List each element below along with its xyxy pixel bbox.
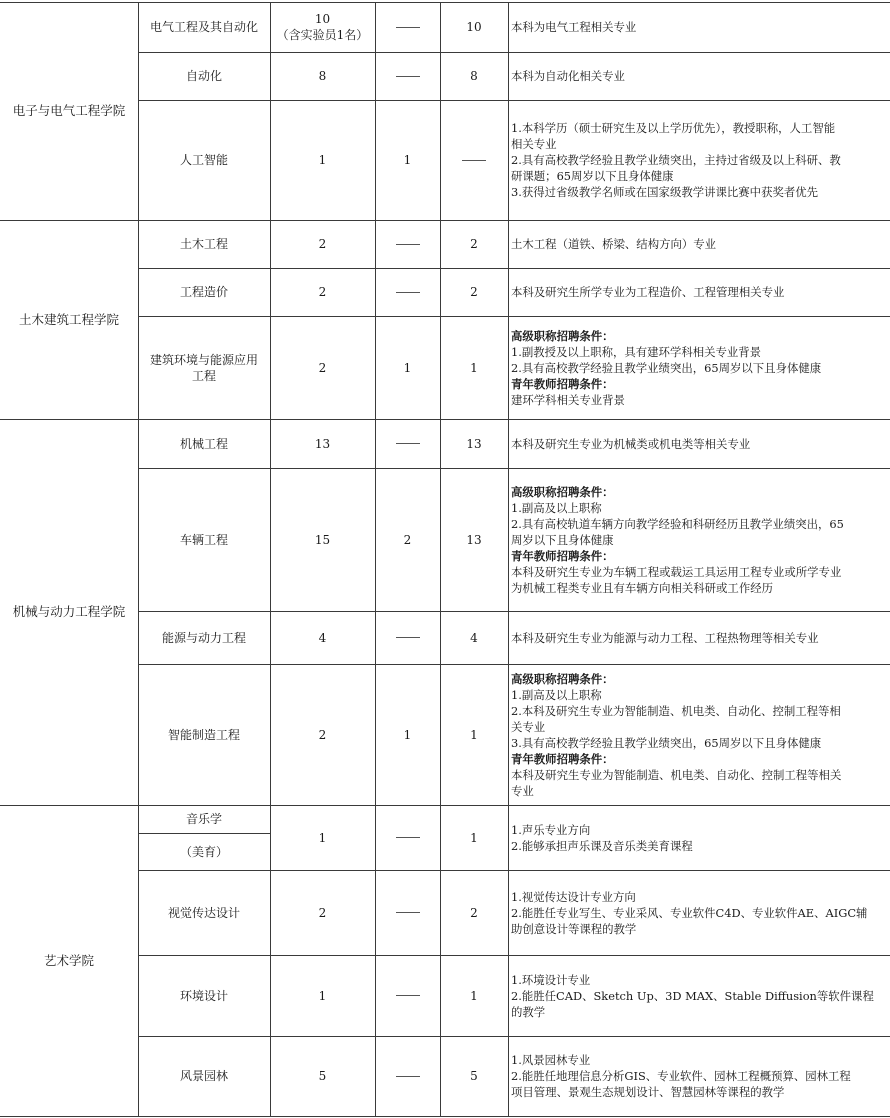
requirement-line: 关专业 <box>511 719 546 734</box>
requirement-line: 1.副高及以上职称 <box>511 500 602 515</box>
requirement-line: 2.具有高校轨道车辆方向教学经验和科研经历且教学业绩突出，65 <box>511 516 844 531</box>
total-count-cell <box>270 664 375 805</box>
total-count-cell <box>270 805 375 870</box>
requirements-cell <box>508 52 890 100</box>
major-name-note: （美育） <box>179 844 228 859</box>
senior-count: 1 <box>403 153 412 167</box>
total-count-cell <box>270 468 375 611</box>
requirement-line: 专业 <box>511 783 534 798</box>
requirement-line: 本科及研究生专业为智能制造、机电类、自动化、控制工程等相关 <box>511 767 842 782</box>
requirement-line: 研课题；65周岁以下且身体健康 <box>511 169 674 183</box>
total-count: 2 <box>318 285 327 299</box>
requirement-line: 1.本科学历（硕士研究生及以上学历优先），教授职称，人工智能 <box>511 121 836 135</box>
senior-count-cell <box>375 268 440 316</box>
total-count-cell <box>270 52 375 100</box>
youth-count: 13 <box>466 532 482 547</box>
senior-count-cell <box>375 611 440 664</box>
rule-line <box>138 2 139 1116</box>
rule-line <box>0 1116 890 1117</box>
rule-line <box>138 1036 890 1037</box>
empty-dash <box>396 912 420 913</box>
major-name: 车辆工程 <box>179 532 228 547</box>
total-count: 2 <box>318 905 327 920</box>
requirements-cell <box>508 316 890 419</box>
senior-count-cell <box>375 870 440 955</box>
major-name-cell <box>138 419 270 468</box>
youth-count: 2 <box>470 237 478 251</box>
total-count: 1 <box>318 988 327 1003</box>
requirements-cell <box>508 100 890 220</box>
college-name-cell <box>0 2 138 220</box>
requirement-line: 周岁以下且身体健康 <box>511 532 614 547</box>
total-count: 1 <box>318 153 327 167</box>
youth-count: 8 <box>470 69 478 83</box>
total-count: 8 <box>318 69 327 83</box>
major-name-cell <box>138 870 270 955</box>
youth-count-cell <box>440 1036 508 1116</box>
total-count-cell <box>270 870 375 955</box>
youth-count: 10 <box>466 20 482 34</box>
youth-count-cell <box>440 870 508 955</box>
senior-count-cell <box>375 419 440 468</box>
senior-count-cell <box>375 100 440 220</box>
college-name: 机械与动力工程学院 <box>12 604 126 619</box>
youth-count-cell <box>440 955 508 1036</box>
requirement-line: 本科为电气工程相关专业 <box>511 20 637 34</box>
requirement-heading: 青年教师招聘条件： <box>511 751 614 766</box>
major-name: 自动化 <box>185 69 222 83</box>
total-count-cell <box>270 1036 375 1116</box>
rule-line <box>375 2 376 1116</box>
senior-count: 2 <box>403 532 412 547</box>
empty-dash <box>396 443 420 444</box>
senior-count-cell <box>375 2 440 52</box>
empty-dash <box>396 837 420 838</box>
total-count: 2 <box>318 237 327 251</box>
college-name: 土木建筑工程学院 <box>18 311 119 327</box>
youth-count: 1 <box>470 360 478 375</box>
youth-count: 2 <box>470 905 478 920</box>
requirements-cell <box>508 955 890 1036</box>
major-name: 音乐学 <box>185 812 222 826</box>
empty-dash <box>396 292 420 293</box>
rule-line <box>508 2 509 1116</box>
major-name-cell <box>138 316 270 419</box>
major-name: 工程 <box>191 368 216 383</box>
empty-dash <box>396 76 420 77</box>
major-name: 土木工程 <box>179 237 228 251</box>
requirement-line: 2.能够承担声乐课及音乐类美育课程 <box>511 838 693 853</box>
major-name-cell <box>138 955 270 1036</box>
requirements-cell <box>508 611 890 664</box>
youth-count-cell <box>440 316 508 419</box>
rule-line <box>138 468 890 469</box>
rule-line <box>0 2 890 3</box>
youth-count: 13 <box>466 436 482 451</box>
empty-dash <box>462 160 486 161</box>
major-name-cell <box>138 664 270 805</box>
empty-dash <box>396 637 420 638</box>
requirements-cell <box>508 419 890 468</box>
youth-count-cell <box>440 664 508 805</box>
total-count: 2 <box>318 360 327 375</box>
requirement-line: 2.能胜任专业写生、专业采风、专业软件C4D、专业软件AE、AIGC辅 <box>511 905 868 920</box>
requirements-cell <box>508 664 890 805</box>
youth-count-cell <box>440 52 508 100</box>
youth-count: 5 <box>470 1069 478 1083</box>
total-count-cell <box>270 955 375 1036</box>
total-count-cell <box>270 2 375 52</box>
major-name: 机械工程 <box>179 436 228 451</box>
major-name: 视觉传达设计 <box>167 905 240 920</box>
total-count: 13 <box>314 436 331 451</box>
major-name: 电气工程及其自动化 <box>149 20 258 34</box>
college-name: 电子与电气工程学院 <box>12 103 126 118</box>
requirement-line: 1.副教授及以上职称，具有建环学科相关专业背景 <box>511 344 762 359</box>
requirement-line: 2.能胜任CAD、Sketch Up、3D MAX、Stable Diffusion等软件课程 <box>511 988 874 1003</box>
requirement-heading: 高级职称招聘条件： <box>511 484 614 499</box>
major-name: 风景园林 <box>179 1069 228 1083</box>
college-name-cell <box>0 220 138 419</box>
requirements-cell <box>508 870 890 955</box>
rule-line <box>0 419 890 420</box>
youth-count: 2 <box>470 285 478 299</box>
senior-count-cell <box>375 664 440 805</box>
requirement-line: 2.本科及研究生专业为智能制造、机电类、自动化、控制工程等相 <box>511 703 841 718</box>
college-name-cell <box>0 419 138 805</box>
rule-line <box>138 833 270 834</box>
requirement-line: 2.具有高校教学经验且教学业绩突出，主持过省级及以上科研、教 <box>511 153 841 167</box>
requirement-line: 相关专业 <box>511 137 557 151</box>
requirements-cell <box>508 1036 890 1116</box>
empty-dash <box>396 1076 420 1077</box>
requirement-line: 1.环境设计专业 <box>511 972 591 987</box>
requirements-cell <box>508 805 890 870</box>
requirement-line: 为机械工程类专业且有车辆方向相关科研或工作经历 <box>511 580 773 595</box>
requirement-line: 2.能胜任地理信息分析GIS、专业软件、园林工程概预算、园林工程 <box>511 1069 851 1083</box>
youth-count-cell <box>440 220 508 268</box>
requirement-line: 2.具有高校教学经验且教学业绩突出，65周岁以下且身体健康 <box>511 360 822 375</box>
rule-line <box>138 52 890 53</box>
major-name-cell <box>138 220 270 268</box>
total-count: （含实验员1名） <box>276 28 369 42</box>
requirement-line: 3.获得过省级教学名师或在国家级教学讲课比赛中获奖者优先 <box>511 185 819 199</box>
senior-count: 1 <box>403 727 412 742</box>
total-count-cell <box>270 100 375 220</box>
requirement-line: 的教学 <box>511 1004 546 1019</box>
youth-count-cell <box>440 805 508 870</box>
rule-line <box>440 2 441 1116</box>
major-name: 工程造价 <box>179 285 228 299</box>
major-name: 能源与动力工程 <box>161 630 246 645</box>
major-name-cell <box>138 611 270 664</box>
rule-line <box>138 268 890 269</box>
requirement-line: 助创意设计等课程的教学 <box>511 921 637 936</box>
requirements-cell <box>508 2 890 52</box>
rule-line <box>138 955 890 956</box>
rule-line <box>270 2 271 1116</box>
senior-count: 1 <box>403 360 412 375</box>
major-name-cell <box>138 2 270 52</box>
senior-count-cell <box>375 1036 440 1116</box>
youth-count-cell <box>440 268 508 316</box>
requirement-line: 1.视觉传达设计专业方向 <box>511 889 636 904</box>
requirement-line: 1.副高及以上职称 <box>511 687 602 702</box>
requirement-line: 本科为自动化相关专业 <box>511 69 625 83</box>
major-name: 建筑环境与能源应用 <box>149 352 258 367</box>
requirement-line: 本科及研究生专业为能源与动力工程、工程热物理等相关专业 <box>511 630 819 645</box>
requirement-heading: 青年教师招聘条件： <box>511 548 614 563</box>
requirements-cell <box>508 468 890 611</box>
youth-count-cell <box>440 611 508 664</box>
college-name-cell <box>0 805 138 1116</box>
youth-count-cell <box>440 419 508 468</box>
requirement-heading: 高级职称招聘条件： <box>511 671 614 686</box>
requirements-cell <box>508 220 890 268</box>
total-count-cell <box>270 268 375 316</box>
rule-line <box>138 870 890 871</box>
total-count: 5 <box>318 1069 327 1083</box>
senior-count-cell <box>375 52 440 100</box>
requirement-line: 1.声乐专业方向 <box>511 822 591 837</box>
major-name-cell <box>138 805 270 833</box>
youth-count: 4 <box>470 630 478 645</box>
requirement-line: 项目管理、景观生态规划设计、智慧园林等课程的教学 <box>511 1085 785 1099</box>
senior-count-cell <box>375 316 440 419</box>
rule-line <box>138 316 890 317</box>
requirement-line: 土木工程（道铁、桥梁、结构方向）专业 <box>511 237 717 251</box>
total-count: 15 <box>314 532 331 547</box>
requirement-line: 3.具有高校教学经验且教学业绩突出，65周岁以下且身体健康 <box>511 735 822 750</box>
rule-line <box>138 611 890 612</box>
youth-count: 1 <box>470 727 478 742</box>
total-count-cell <box>270 220 375 268</box>
senior-count-cell <box>375 468 440 611</box>
major-name-note-cell <box>138 833 270 870</box>
total-count-cell <box>270 611 375 664</box>
empty-dash <box>396 244 420 245</box>
requirement-line: 本科及研究生所学专业为工程造价、工程管理相关专业 <box>511 285 785 299</box>
requirements-cell <box>508 268 890 316</box>
major-name: 环境设计 <box>179 988 228 1003</box>
youth-count: 1 <box>470 830 478 845</box>
empty-dash <box>396 995 420 996</box>
requirement-line: 建环学科相关专业背景 <box>511 392 625 407</box>
major-name-cell <box>138 268 270 316</box>
youth-count-cell <box>440 468 508 611</box>
senior-count-cell <box>375 220 440 268</box>
senior-count-cell <box>375 805 440 870</box>
youth-count-cell <box>440 100 508 220</box>
senior-count-cell <box>375 955 440 1036</box>
rule-line <box>0 805 890 806</box>
youth-count-cell <box>440 2 508 52</box>
requirement-line: 1.风景园林专业 <box>511 1053 591 1067</box>
total-count: 4 <box>318 630 327 645</box>
college-name: 艺术学院 <box>43 952 94 968</box>
major-name-cell <box>138 100 270 220</box>
major-name-cell <box>138 468 270 611</box>
requirement-heading: 高级职称招聘条件： <box>511 328 614 343</box>
major-name-cell <box>138 1036 270 1116</box>
total-count: 2 <box>318 727 327 742</box>
youth-count: 1 <box>470 988 478 1003</box>
rule-line <box>0 220 890 221</box>
total-count-cell <box>270 316 375 419</box>
total-count-cell <box>270 419 375 468</box>
major-name: 人工智能 <box>179 153 228 167</box>
major-name: 智能制造工程 <box>167 727 240 742</box>
major-name-cell <box>138 52 270 100</box>
rule-line <box>138 100 890 101</box>
total-count: 10 <box>314 12 331 26</box>
rule-line <box>138 664 890 665</box>
total-count: 1 <box>318 830 327 845</box>
requirement-heading: 青年教师招聘条件： <box>511 376 614 391</box>
empty-dash <box>396 27 420 28</box>
requirement-line: 本科及研究生专业为机械类或机电类等相关专业 <box>511 436 751 451</box>
requirement-line: 本科及研究生专业为车辆工程或载运工具运用工程专业或所学专业 <box>511 564 842 579</box>
